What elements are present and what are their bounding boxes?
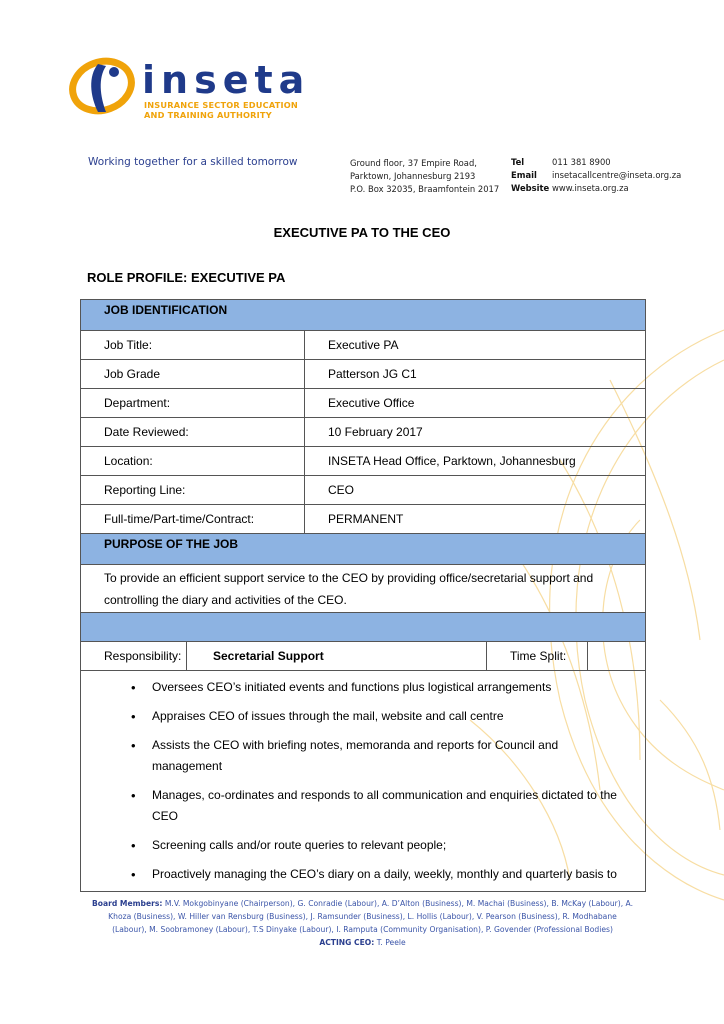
table-row: Date Reviewed: 10 February 2017 [81,418,646,447]
purpose-header: PURPOSE OF THE JOB [81,534,646,565]
duties-list [81,677,625,885]
time-split-label: Time Split: [487,642,588,670]
table-row: Location: INSETA Head Office, Parktown, Johannesburg [81,447,646,476]
time-split-value [588,642,644,670]
list-item: • Screening calls and/or route queries to relevant people; [81,835,625,856]
postal-address: Ground floor, 37 Empire Road, Parktown, Johannesburg 2193 P.O. Box 32035, Braamfontein 2017 [350,158,500,194]
acting-ceo-label: ACTING CEO: [319,938,375,947]
acting-ceo-name: T. Peele [376,938,406,947]
table-row: Full-time/Part-time/Contract: PERMANENT [81,505,646,534]
purpose-text: To provide an efficient support service to the CEO by providing office/secretarial support and controlling the diary and activities of the CEO. [81,565,646,613]
table-row: Job Grade Patterson JG C1 [81,360,646,389]
list-item: • Proactively managing the CEO’s diary on a daily, weekly, monthly and quarterly basis to [81,864,625,885]
inseta-logo [68,56,313,122]
list-item: • Appraises CEO of issues through the mail, website and call centre [81,706,625,727]
blank-section-header [81,613,646,642]
contact-details [511,156,681,195]
footer-board-members [90,897,635,949]
responsibility-value: Secretarial Support [187,642,487,670]
responsibility-label: Responsibility: [81,642,187,670]
document-title: EXECUTIVE PA TO THE CEO [273,225,451,240]
job-profile-table [80,299,646,892]
contact-email: Email insetacallcentre@inseta.org.za [511,170,682,180]
job-identification-header: JOB IDENTIFICATION [81,300,646,331]
logo-wordmark: inseta [142,58,311,102]
list-item: • Assists the CEO with briefing notes, memoranda and reports for Council and management [81,735,625,777]
role-profile-heading: ROLE PROFILE: EXECUTIVE PA [87,270,286,285]
logo-subtitle: INSURANCE SECTOR EDUCATION AND TRAINING AUTHORITY [144,100,298,120]
responsibility-row [81,642,646,671]
board-members-list: M.V. Mokgobinyane (Chairperson), G. Conradie (Labour), A. D’Alton (Business), M. Machai (Business), B. McKay (Labour), A. Khoza (Business), W. Hiller van Rensburg (Business), J. Ramsunder (Business), L. Hollis (Labour), V. Pearson (Business), R. Modhabane (Labour), M. Soobramoney (Labour), T.S Dinyake (Labour), I. Ramputa (Community Organisation), P. Govender (Professional Bodies) [108,899,634,934]
purpose-row [81,565,646,613]
contact-website: Website www.inseta.org.za [511,183,629,193]
logo-emblem-icon [68,56,138,118]
contact-tel: Tel 011 381 8900 [511,157,611,167]
table-row: Department: Executive Office [81,389,646,418]
board-members-label: Board Members: [91,899,163,908]
list-item: • Oversees CEO’s initiated events and functions plus logistical arrangements [81,677,625,698]
table-row: Reporting Line: CEO [81,476,646,505]
list-item: • Manages, co-ordinates and responds to all communication and enquiries dictated to the CEO [81,785,625,827]
tagline: Working together for a skilled tomorrow [88,156,298,168]
duties-row [81,671,646,892]
table-row: Job Title: Executive PA [81,331,646,360]
